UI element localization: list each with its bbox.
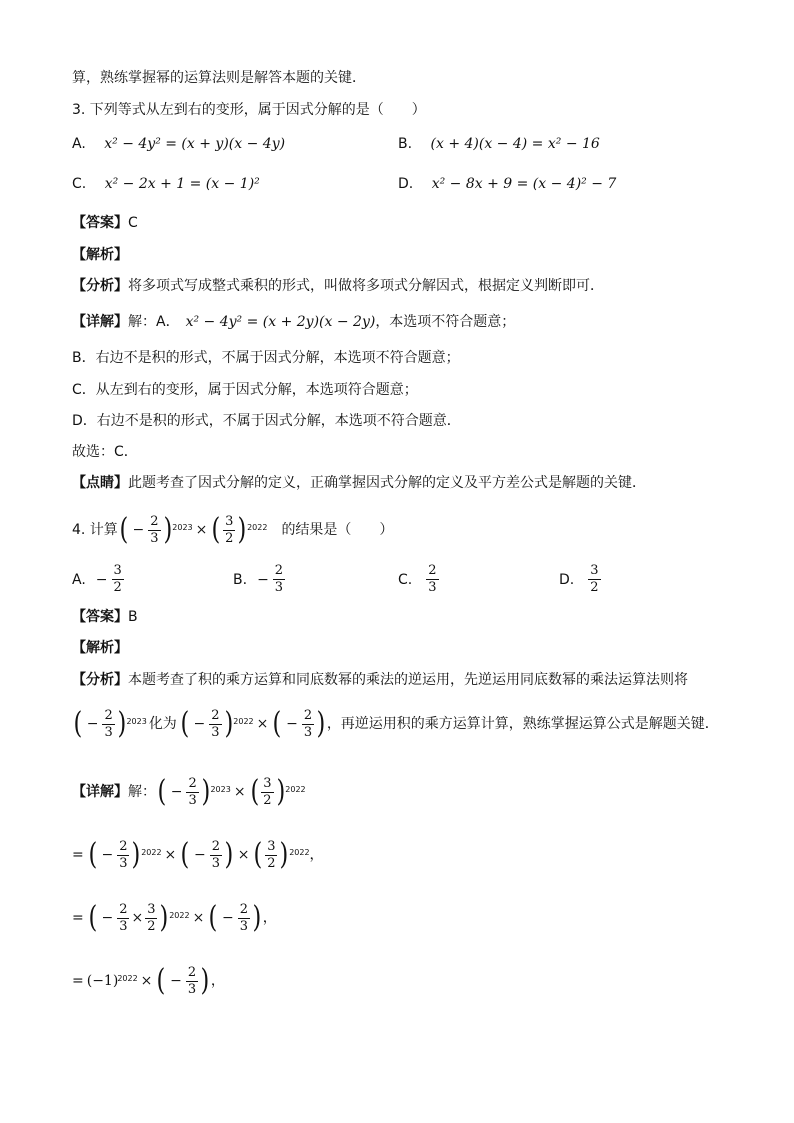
q3-option-a-expr: x² − 4y² = (x + y)(x − 4y) — [104, 136, 286, 152]
num: 2 — [274, 563, 284, 578]
q4-option-a-label: A. — [72, 571, 86, 588]
times-sign: × — [237, 847, 250, 863]
times-sign: × — [195, 522, 208, 538]
times-sign: × — [256, 716, 269, 732]
q4-xiangjie-tag: 【详解】 — [72, 784, 128, 800]
q3-option-d[interactable] — [398, 174, 616, 194]
q4-xiangjie-prefix: 解： — [128, 784, 156, 800]
q4-stem-suffix: 的结果是（ ） — [281, 522, 394, 538]
q3-option-c[interactable] — [72, 174, 260, 194]
q3-option-b[interactable] — [398, 134, 600, 154]
q4-option-d[interactable] — [559, 563, 602, 596]
minus-sign: − — [86, 716, 99, 732]
equals-sign: = — [72, 910, 84, 926]
fraction-2-3 — [186, 965, 198, 998]
q4-fenxi-line2-suffix: ，再逆运用积的乘方运算计算，熟练掌握运算公式是解题关键． — [326, 716, 719, 732]
fraction-3-2 — [265, 839, 277, 872]
fraction-3-2 — [223, 514, 235, 547]
q3-fenxi-text: 将多项式写成整式乘积的形式，叫做将多项式分解因式，根据定义判断即可． — [128, 278, 604, 294]
exponent: 2022 — [289, 848, 310, 857]
exponent: 2022 — [247, 523, 268, 532]
q4-xiangjie: 【详解】 解： ( − $\frac{2}{3}$ ) 2023 × ( $\frac{3}{2}$ ) 2022 — [72, 772, 306, 812]
den: 3 — [211, 724, 220, 740]
num: 3 — [267, 838, 276, 854]
times-sign: × — [233, 784, 246, 800]
exponent: 2022 — [141, 848, 162, 857]
q4-stem: 4. 计算 ( − $\frac{2}{3}$ ) 2023 × ( $\frac{3}{2}$ ) 2022 的结果是（ ） — [72, 510, 393, 550]
q3-analysis-label: 【解析】 — [72, 247, 128, 263]
fraction-2-3 — [186, 776, 198, 809]
num: 2 — [119, 838, 128, 854]
q3-option-d-expr: x² − 8x + 9 = (x − 4)² − 7 — [431, 176, 617, 192]
q3-analysis-tag — [72, 245, 128, 265]
den: 3 — [239, 918, 249, 934]
times-sign: × — [131, 910, 144, 926]
neg-one: −1 — [92, 973, 113, 989]
q3-option-d-label: D. — [398, 176, 414, 192]
exponent: 2022 — [233, 717, 254, 726]
q3-xiangjie-expr: x² − 4y² = (x + 2y)(x − 2y) — [185, 314, 376, 330]
minus-sign: − — [194, 847, 206, 863]
num: 2 — [104, 707, 113, 723]
num: 2 — [187, 964, 197, 980]
q3-option-a-label: A. — [72, 136, 86, 152]
num: 3 — [225, 513, 234, 529]
q3-line-d: D．右边不是积的形式，不属于因式分解，本选项不符合题意． — [72, 413, 461, 429]
fraction-2-3 — [238, 902, 250, 935]
q3-choose: 故选：C． — [72, 444, 138, 460]
equals-sign: = — [72, 973, 84, 989]
num: 2 — [211, 707, 220, 723]
q3-xiangjie-tag: 【详解】 — [72, 314, 128, 330]
minus-sign: − — [132, 522, 145, 538]
q4-step-2: = ( − $\frac{2}{3}$ × $\frac{3}{2}$ ) 2022 × ( − $\frac{2}{3}$ ) ， — [72, 898, 277, 938]
minus-sign: − — [170, 973, 182, 989]
num: 2 — [211, 838, 221, 854]
comma: ， — [262, 910, 277, 926]
num: 2 — [428, 563, 437, 578]
den: 2 — [113, 580, 122, 595]
exponent: 2022 — [169, 911, 190, 920]
den: 3 — [188, 792, 197, 808]
num: 3 — [590, 563, 599, 578]
fraction-2-3 — [148, 514, 160, 547]
den: 3 — [428, 580, 437, 595]
q3-option-a[interactable] — [72, 134, 285, 154]
den: 3 — [187, 981, 197, 997]
den: 2 — [590, 580, 599, 595]
fraction-2-3 — [209, 708, 221, 741]
q3-option-b-label: B. — [398, 136, 413, 152]
fraction — [273, 563, 285, 596]
minus-sign: − — [101, 910, 114, 926]
exponent: 2022 — [117, 974, 138, 983]
den: 2 — [267, 855, 276, 871]
den: 3 — [150, 530, 159, 546]
q3-fenxi — [72, 276, 604, 296]
num: 2 — [239, 901, 249, 917]
sign: − — [95, 571, 108, 588]
intro-line: 算，熟练掌握幂的运算法则是解答本题的关键． — [72, 70, 366, 86]
minus-sign: − — [193, 716, 206, 732]
q4-answer — [72, 607, 138, 627]
den: 2 — [147, 918, 156, 934]
q3-xiangjie-prefix: 解：A． — [128, 314, 180, 330]
fraction-3-2 — [145, 902, 157, 935]
den: 3 — [119, 918, 128, 934]
sign: − — [257, 571, 269, 588]
q4-option-d-label: D. — [559, 571, 575, 588]
q4-answer-tag: 【答案】 — [72, 609, 128, 625]
times-sign: × — [140, 973, 153, 989]
q3-line-c: C．从左到右的变形，属于因式分解，本选项符合题意； — [72, 382, 418, 398]
fraction-2-3 — [302, 708, 314, 741]
den: 3 — [119, 855, 128, 871]
q3-answer-tag: 【答案】 — [72, 215, 128, 231]
minus-sign: − — [170, 784, 183, 800]
exponent: 2023 — [172, 523, 193, 532]
q3-line-b: B．右边不是积的形式，不属于因式分解，本选项不符合题意； — [72, 350, 460, 366]
comma: ， — [210, 973, 225, 989]
fraction — [112, 563, 124, 596]
equals-sign: = — [72, 847, 84, 863]
exponent: 2023 — [126, 717, 147, 726]
q3-dianjing-tag: 【点睛】 — [72, 475, 128, 491]
q4-stem-prefix: 4. 计算 — [72, 522, 118, 538]
fraction-3-2 — [261, 776, 273, 809]
num: 2 — [303, 707, 313, 723]
num: 3 — [113, 563, 122, 578]
fraction-2-3 — [102, 708, 114, 741]
q3-option-c-label: C. — [72, 176, 87, 192]
num: 3 — [147, 901, 156, 917]
exponent: 2023 — [210, 785, 231, 794]
times-sign: × — [192, 910, 205, 926]
q4-fenxi-line1: 本题考查了积的乘方运算和同底数幂的乘法的逆运用，先逆运用同底数幂的乘法运算法则将 — [128, 672, 688, 688]
fraction — [426, 563, 438, 596]
num: 3 — [263, 775, 272, 791]
den: 3 — [274, 580, 284, 595]
comma: ， — [309, 847, 324, 863]
den: 2 — [225, 530, 234, 546]
q4-analysis-tag — [72, 638, 128, 658]
q4-step-3: = ( −1 ) 2022 × ( − $\frac{2}{3}$ ) ， — [72, 961, 225, 1001]
q3-dianjing — [72, 473, 646, 493]
q4-answer-value: B — [128, 609, 138, 625]
q4-step-1: = ( − $\frac{2}{3}$ ) 2022 × ( − $\frac{2}{3}$ ) × ( $\frac{3}{2}$ ) 2022 ， — [72, 835, 324, 875]
den: 3 — [104, 724, 113, 740]
q3-option-c-expr: x² − 2x + 1 = (x − 1)² — [104, 176, 260, 192]
exponent: 2022 — [285, 785, 306, 794]
num: 2 — [150, 513, 159, 529]
q4-fenxi-mid: 化为 — [148, 716, 177, 732]
minus-sign: − — [222, 910, 234, 926]
q3-stem: 3. 下列等式从左到右的变形，属于因式分解的是（ ） — [72, 102, 426, 118]
minus-sign: − — [101, 847, 114, 863]
q3-xiangjie — [72, 312, 515, 332]
fraction — [588, 563, 600, 596]
den: 3 — [211, 855, 221, 871]
den: 3 — [303, 724, 313, 740]
fraction-2-3 — [210, 839, 222, 872]
q4-analysis-label: 【解析】 — [72, 640, 128, 656]
q3-option-b-expr: (x + 4)(x − 4) = x² − 16 — [430, 136, 600, 152]
q3-fenxi-tag: 【分析】 — [72, 278, 128, 294]
q4-option-a[interactable] — [72, 563, 125, 596]
num: 2 — [188, 775, 197, 791]
den: 2 — [263, 792, 272, 808]
minus-sign: − — [286, 716, 298, 732]
q4-option-c-label: C. — [398, 571, 413, 588]
num: 2 — [119, 901, 128, 917]
fraction-2-3 — [117, 902, 129, 935]
q3-answer-value: C — [128, 215, 138, 231]
q4-fenxi — [72, 670, 688, 690]
q3-dianjing-text: 此题考查了因式分解的定义，正确掌握因式分解的定义及平方差公式是解题的关键． — [128, 475, 646, 491]
q4-option-b-label: B. — [233, 571, 248, 588]
q3-answer — [72, 213, 138, 233]
q4-option-c[interactable] — [398, 563, 440, 596]
q4-fenxi-line2: ( − $\frac{2}{3}$ ) 2023 化为 ( − $\frac{2}{3}$ ) 2022 × ( − $\frac{2}{3}$ ) ，再逆运用积的乘方运算计算，熟练掌握运算公式是解题关键． — [72, 704, 719, 749]
q4-fenxi-tag: 【分析】 — [72, 672, 128, 688]
fraction-2-3 — [117, 839, 129, 872]
q4-option-b[interactable] — [233, 563, 286, 596]
q3-xiangjie-suffix: ，本选项不符合题意； — [375, 314, 516, 330]
times-sign: × — [164, 847, 177, 863]
